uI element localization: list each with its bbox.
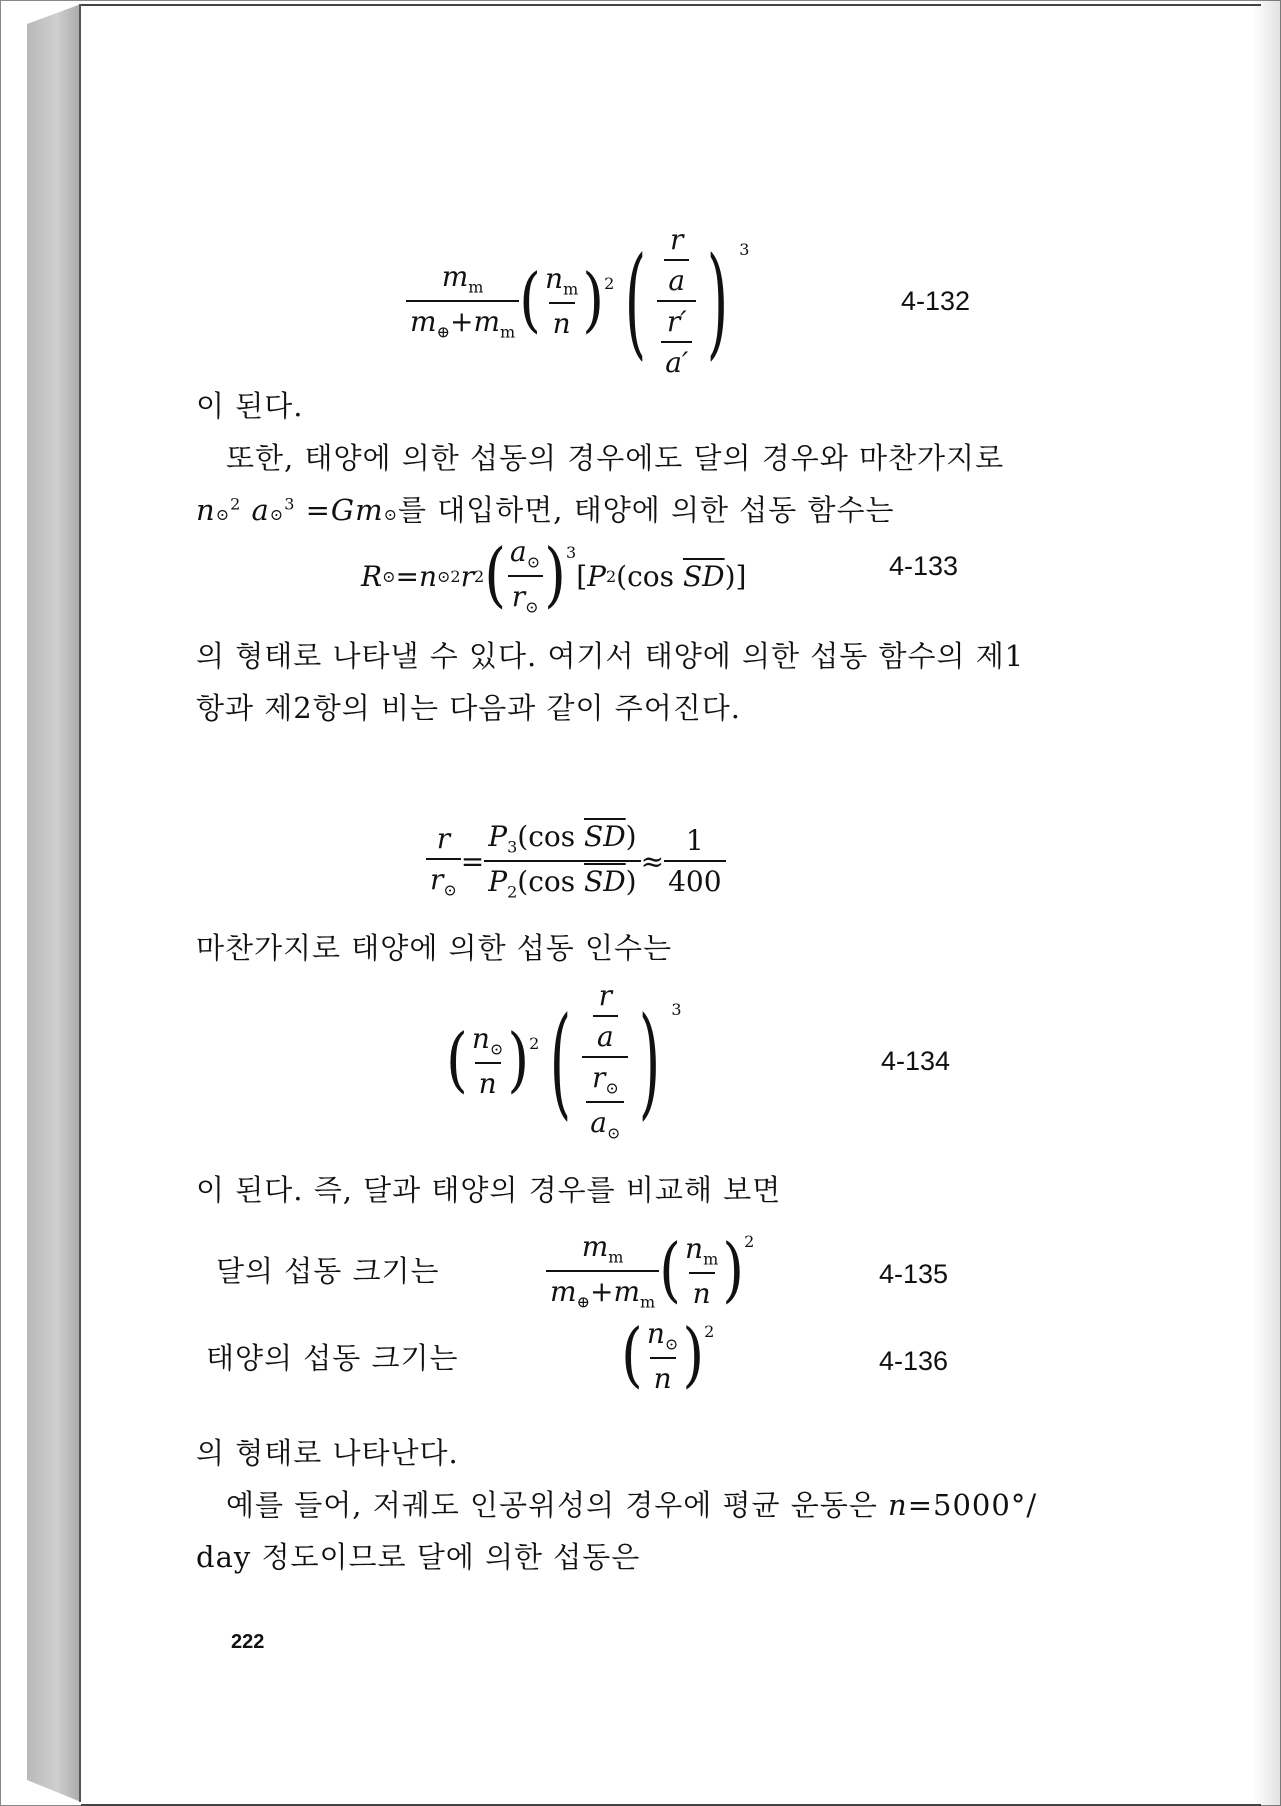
paragraph-line: n⊙$^2$ a⊙$^3$ =Gm⊙를 대입하면, 태양에 의한 섭동 함수는	[196, 493, 895, 527]
equation-4-133: R ⊙ = n ⊙ 2 r 2 ( $\frac{a_⊙}{r_⊙}$ ) 3 [ P 2 ( cos $\overline{SD}$ ) ]	[361, 534, 747, 617]
equation-label-4-133: 4-133	[889, 551, 959, 581]
equation-4-135: $\frac{m_m}{m_\oplus+m_m}$ ( $\frac{n_m}{n}$ ) 2	[546, 1226, 754, 1316]
distance-ratio-fraction: $\frac{\frac{r}{a}}{\frac{r'}{a'}}$	[657, 223, 696, 379]
paragraph-line: 항과 제2항의 비는 다음과 같이 주어진다.	[196, 691, 741, 725]
paragraph-line: 마찬가지로 태양에 의한 섭동 인수는	[196, 931, 673, 965]
equation-label-4-135: 4-135	[879, 1259, 949, 1289]
equation-ratio: $\frac{r}{r_⊙}$ = $\frac{P_3(\cos \overline{SD})}{P_2(\cos \overline{SD})}$ ≈ $\frac{1}{400}$	[426, 821, 726, 901]
paragraph-line: 또한, 태양에 의한 섭동의 경우에도 달의 경우와 마찬가지로	[226, 441, 1005, 475]
moon-perturbation-label: 달의 섭동 크기는	[216, 1254, 440, 1288]
book-spine-edge	[27, 4, 81, 1802]
mean-motion-fraction: $\frac{n_m}{n}$	[545, 262, 579, 340]
equation-4-134: ( $\frac{n_⊙}{n}$ ) 2 ( $\frac{\frac{r}{a}}{\frac{r_⊙}{a_⊙}}$ ) 3	[446, 979, 682, 1143]
paragraph-line: day 정도이므로 달에 의한 섭동은	[196, 1540, 641, 1574]
equation-label-4-132: 4-132	[901, 286, 971, 316]
mass-ratio-fraction: $\frac{m_m}{m_\oplus+m_m}$	[406, 260, 519, 341]
paragraph-line: 이 된다. 즉, 달과 태양의 경우를 비교해 보면	[196, 1173, 782, 1207]
paragraph-line: 이 된다.	[196, 389, 304, 423]
equation-4-132: $\frac{m_m}{m_\oplus+m_m}$ ( $\frac{n_m}{n}$ ) 2 ( $\frac{\frac{r}{a}}{\frac{r'}{a'}}$ ) 3	[406, 236, 749, 366]
equation-label-4-134: 4-134	[881, 1046, 951, 1076]
book-page	[81, 4, 1261, 1806]
page-right-shadow	[1253, 0, 1281, 1806]
paragraph-line: 예를 들어, 저궤도 인공위성의 경우에 평균 운동은 n=5000°/	[226, 1488, 1038, 1522]
paragraph-line: 의 형태로 나타난다.	[196, 1436, 459, 1470]
sun-perturbation-label: 태양의 섭동 크기는	[206, 1341, 459, 1375]
page-number: 222	[231, 1631, 265, 1653]
equation-label-4-136: 4-136	[879, 1346, 949, 1376]
equation-4-136: ( $\frac{n_⊙}{n}$ ) 2	[621, 1314, 715, 1396]
paragraph-line: 의 형태로 나타낼 수 있다. 여기서 태양에 의한 섭동 함수의 제1	[196, 639, 1025, 673]
